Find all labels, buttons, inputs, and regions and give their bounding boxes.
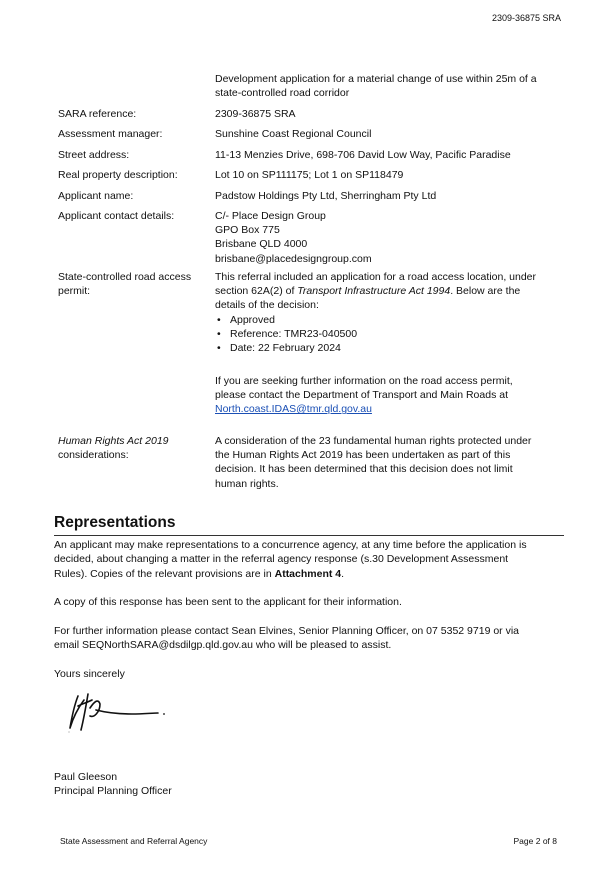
label-applicant-name: Applicant name: (58, 190, 134, 202)
value-road-access-permit: This referral included an application for a road access location, under section 62A(2) of Transport Infrastructure Act 1994. Below are the details of the decision: • Approved • Reference: TMR23-040500 • Date: 22 February 2024 (215, 270, 560, 355)
handwritten-signature (64, 688, 174, 738)
road-access-further-info: If you are seeking further information on the road access permit, please contact the Department of Transport and Main Roads at North.coast.IDAS@tmr.qld.gov.au (215, 375, 513, 416)
label-human-rights: Human Rights Act 2019 considerations: (58, 435, 169, 461)
header-reference: 2309-36875 SRA (491, 13, 561, 23)
value-human-rights: A consideration of the 23 fundamental human rights protected under the Human Rights Act 2019 has been undertaken as part of this decision. It has been determined that this decision does not limit human rights. (215, 435, 532, 490)
list-item: • Approved (215, 313, 560, 327)
representations-paragraph-1: An applicant may make representations to a concurrence agency, at any time before the application is decided, about changing a matter in the referral agency response (s.30 Development Assessment Rules). Copies of the relevant provisions are in Attachment 4. (54, 539, 527, 580)
label-real-property: Real property description: (58, 169, 178, 181)
decision-bullet-list (215, 313, 560, 356)
representations-paragraph-2: A copy of this response has been sent to the applicant for their information. (54, 596, 402, 608)
section-divider (54, 535, 564, 536)
label-applicant-contact: Applicant contact details: (58, 210, 175, 222)
signatory-block (54, 770, 564, 799)
label-road-access-permit: State-controlled road access permit: (58, 271, 192, 297)
tmr-email-link[interactable]: North.coast.IDAS@tmr.qld.gov.au (215, 403, 372, 416)
closing-salutation: Yours sincerely (54, 668, 125, 680)
signatory-name: Paul Gleeson (54, 771, 118, 783)
list-item: • Reference: TMR23-040500 (215, 327, 560, 341)
value-applicant-name: Padstow Holdings Pty Ltd, Sherringham Pty Ltd (215, 190, 437, 202)
value-sara-reference: 2309-36875 SRA (215, 108, 296, 120)
value-assessment-manager: Sunshine Coast Regional Council (215, 128, 372, 140)
label-assessment-manager: Assessment manager: (58, 128, 163, 140)
value-street-address: 11-13 Menzies Drive, 698-706 David Low Way, Pacific Paradise (215, 149, 511, 161)
list-item: • Date: 22 February 2024 (215, 341, 560, 355)
signatory-title: Principal Planning Officer (54, 785, 172, 798)
section-heading-representations: Representations (54, 514, 176, 531)
footer-agency-name: State Assessment and Referral Agency (60, 836, 208, 846)
representations-paragraph-3: For further information please contact Sean Elvines, Senior Planning Officer, on 07 5352 9719 or via email SEQNorthSARA@dsdilgp.qld.gov.au who will be pleased to assist. (54, 625, 519, 652)
value-applicant-contact: C/- Place Design Group GPO Box 775 Brisbane QLD 4000 brisbane@placedesigngroup.com (215, 210, 372, 265)
label-sara-reference: SARA reference: (58, 108, 137, 120)
footer-page-number: Page 2 of 8 (513, 836, 557, 846)
label-street-address: Street address: (58, 149, 130, 161)
application-description: Development application for a material change of use within 25m of a state-controlled road corridor (215, 73, 537, 100)
value-real-property: Lot 10 on SP111175; Lot 1 on SP118479 (215, 169, 404, 181)
